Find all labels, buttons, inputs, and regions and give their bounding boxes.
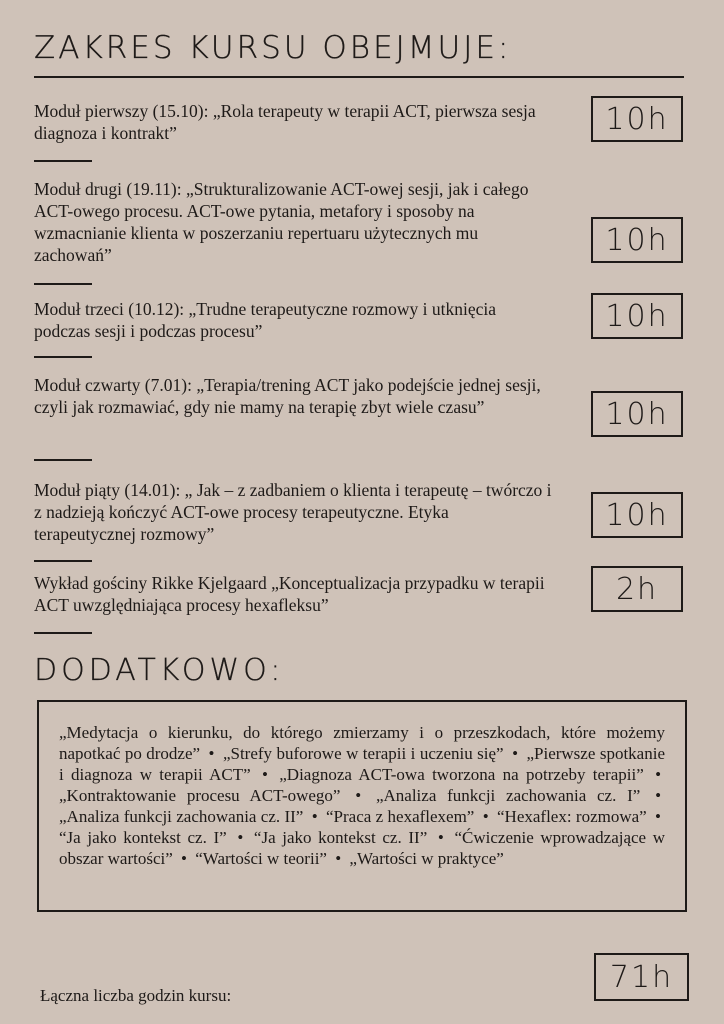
module-4-text: Moduł czwarty (7.01): „Terapia/trening ACT jako podejście jednej sesji, czyli jak rozmawiać, gdy nie mamy na terapię zbyt wiele czasu”	[34, 375, 541, 417]
module-separator	[34, 560, 92, 562]
module-5-hours: 10h	[591, 492, 683, 538]
module-separator	[34, 459, 92, 461]
extra-topics-box	[37, 700, 687, 912]
module-3-hours: 10h	[591, 293, 683, 339]
bullet-separator: •	[437, 828, 444, 847]
bullet-separator: •	[261, 765, 268, 784]
extra-topic-item: “Hexaflex: rozmowa”	[497, 807, 647, 826]
extra-topic-item: “Ja jako kontekst cz. I”	[59, 828, 227, 847]
extra-topic-item: “Ja jako kontekst cz. II”	[253, 828, 428, 847]
extra-topic-item: „Analiza funkcji zachowania cz. I”	[375, 786, 641, 805]
extra-topic-item: „Strefy buforowe w terapii i uczeniu się”	[222, 744, 504, 763]
extra-topic-item: “Ćwiczenie wprowadzające w obszar wartości”	[59, 828, 666, 868]
extra-topic-item: „Diagnoza ACT-owa tworzona na potrzeby terapii”	[279, 765, 644, 784]
bullet-separator: •	[512, 744, 519, 763]
bullet-separator: •	[355, 786, 362, 805]
extra-heading: DODATKOWO:	[34, 653, 285, 688]
bullet-separator: •	[482, 807, 489, 826]
module-5-text: Moduł piąty (14.01): „ Jak – z zadbaniem o klienta i terapeutę – twórczo i z nadzieją kończyć ACT-owe procesy terapeutyczne. Etyka terapeutycznej rozmowy”	[34, 480, 552, 544]
bullet-separator: •	[237, 828, 244, 847]
extra-topic-item: „Kontraktowanie procesu ACT-owego”	[59, 786, 341, 805]
module-4-hours: 10h	[591, 391, 683, 437]
extra-topic-item: „Analiza funkcji zachowania cz. II”	[59, 807, 304, 826]
bullet-separator: •	[655, 765, 662, 784]
module-2-hours: 10h	[591, 217, 683, 263]
scope-heading: ZAKRES KURSU OBEJMUJE:	[34, 30, 512, 66]
module-1-hours: 10h	[591, 96, 683, 142]
module-1-text: Moduł pierwszy (15.10): „Rola terapeuty w terapii ACT, pierwsza sesja diagnoza i kontrakt”	[34, 101, 536, 143]
extra-topic-item: „Pierwsze spotkanie i diagnoza w terapii ACT”	[59, 744, 665, 784]
total-hours-value: 71h	[594, 953, 689, 1001]
bullet-separator: •	[181, 849, 187, 868]
module-separator	[34, 356, 92, 358]
module-3-text: Moduł trzeci (10.12): „Trudne terapeutyczne rozmowy i utknięcia podczas sesji i podczas procesu”	[34, 299, 496, 341]
total-hours-label: Łączna liczba godzin kursu:	[40, 986, 232, 1005]
bullet-separator: •	[311, 807, 318, 826]
bullet-separator: •	[655, 807, 661, 826]
heading-divider	[34, 76, 684, 78]
module-2-text: Moduł drugi (19.11): „Strukturalizowanie ACT-owej sesji, jak i całego ACT-owego procesu. ACT-owe pytania, metafory i sposoby na wzmacnianie klienta w poszerzaniu repertuaru użytecznych mu zachowań”	[34, 179, 529, 265]
bullet-separator: •	[208, 744, 215, 763]
extra-topic-item: „Wartości w praktyce”	[349, 849, 504, 868]
bullet-separator: •	[655, 786, 662, 805]
guest-lecture-text: Wykład gościny Rikke Kjelgaard „Konceptualizacja przypadku w terapii ACT uwzględniająca procesy hexafleksu”	[34, 573, 545, 615]
module-separator	[34, 632, 92, 634]
extra-topic-item: „Medytacja o kierunku, do którego zmierzamy i o przeszkodach, które możemy napotkać po drodze”	[59, 723, 665, 763]
extra-topic-item: “Praca z hexaflexem”	[326, 807, 475, 826]
extra-topic-item: “Wartości w teorii”	[195, 849, 327, 868]
guest-lecture-hours: 2h	[591, 566, 683, 612]
bullet-separator: •	[335, 849, 342, 868]
module-separator	[34, 283, 92, 285]
module-separator	[34, 160, 92, 162]
